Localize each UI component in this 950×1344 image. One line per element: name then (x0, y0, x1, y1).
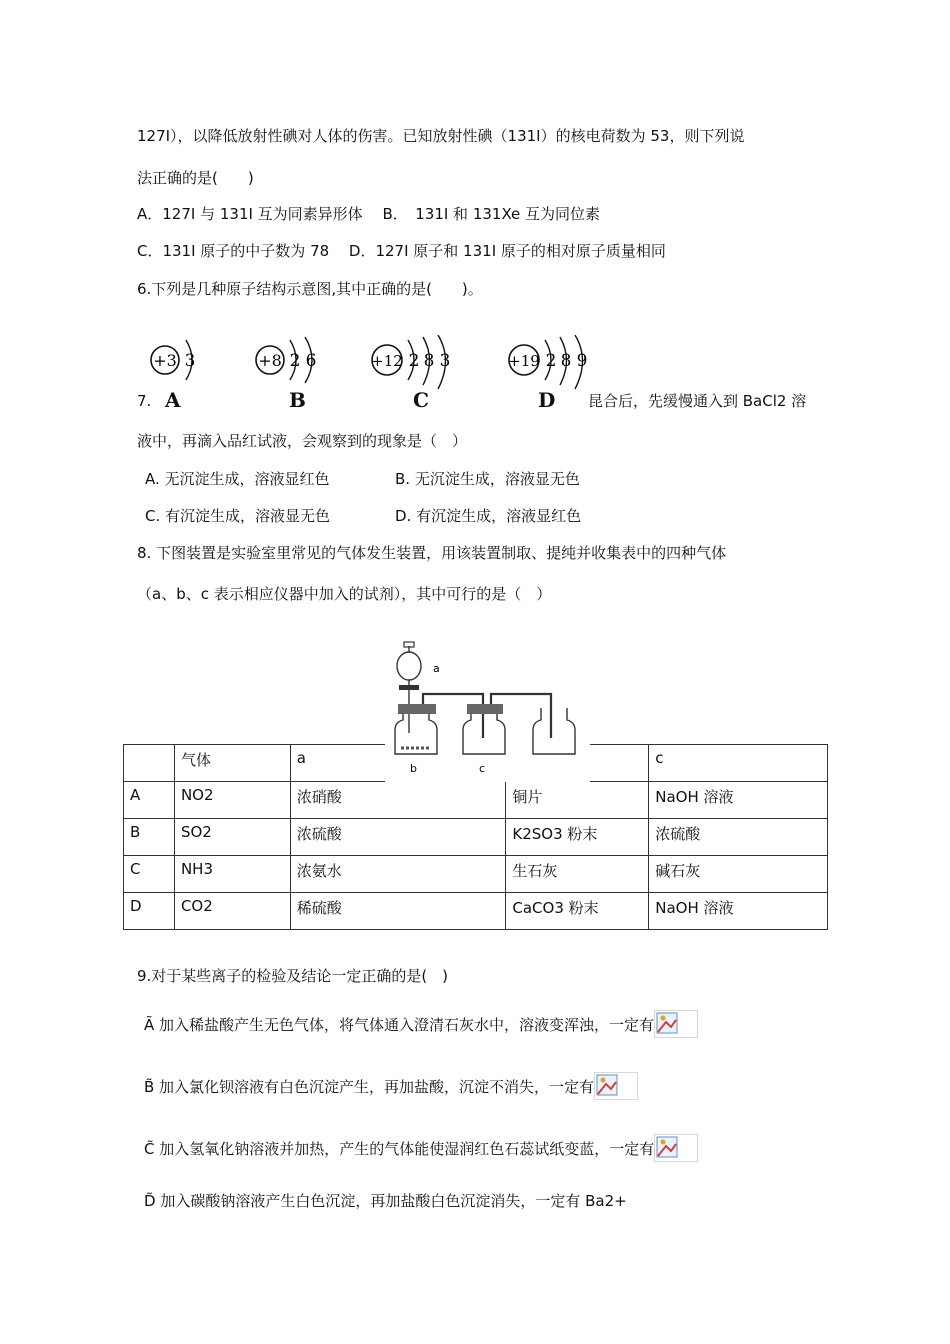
table-cell: 碱石灰 (649, 856, 828, 893)
atom-d-shell-2: 8 (560, 351, 572, 371)
table-cell: 气体 (174, 745, 290, 782)
q9-option-a-text: Ã 加入稀盐酸产生无色气体，将气体通入澄清石灰水中，溶液变浑浊，一定有 (144, 1016, 655, 1034)
table-row (124, 893, 828, 930)
table-cell: c (649, 745, 828, 782)
q7-line2: 液中，再滴入品红试液，会观察到的现象是（ ） (137, 432, 468, 450)
table-cell: NaOH 溶液 (649, 782, 828, 819)
apparatus-label-a: a (433, 662, 440, 675)
apparatus-label-c: c (479, 762, 486, 775)
broken-image-icon (594, 1072, 638, 1100)
q7-option-a: A. 无沉淀生成，溶液显红色 (145, 470, 330, 488)
q7-option-d: D. 有沉淀生成，溶液显红色 (395, 507, 582, 525)
q6-stem: 6.下列是几种原子结构示意图,其中正确的是( )。 (137, 280, 483, 298)
table-cell: A (124, 782, 175, 819)
q9-option-d: D̃ 加入碳酸钠溶液产生白色沉淀，再加盐酸白色沉淀消失，一定有 Ba2+ (144, 1192, 627, 1210)
table-cell: B (124, 819, 175, 856)
atom-label-d: D (538, 388, 556, 412)
table-cell: 稀硫酸 (290, 893, 506, 930)
atom-d-nucleus: +19 (508, 352, 540, 370)
atom-diagram-c (368, 335, 458, 391)
table-cell: NH3 (174, 856, 290, 893)
apparatus-label-b: b (410, 762, 417, 775)
atom-a-nucleus: +3 (153, 351, 177, 370)
q8-line2: （a、b、c 表示相应仪器中加入的试剂），其中可行的是（ ） (137, 585, 552, 603)
q9-option-c-text: C̃ 加入氢氧化钠溶液并加热，产生的气体能使湿润红色石蕊试纸变蓝，一定有 (144, 1140, 655, 1158)
q9-option-c (144, 1134, 698, 1162)
table-row (124, 782, 828, 819)
atom-d-shell-3: 9 (576, 351, 588, 371)
table-cell: a (290, 745, 506, 782)
table-row (124, 819, 828, 856)
atom-c-shell-3: 3 (439, 351, 451, 371)
table-cell: CaCO3 粉末 (506, 893, 649, 930)
table-cell: 生石灰 (506, 856, 649, 893)
table-cell: 浓氨水 (290, 856, 506, 893)
atom-label-b: B (289, 388, 306, 412)
table-cell: NO2 (174, 782, 290, 819)
q7-option-c: C. 有沉淀生成，溶液显无色 (145, 507, 331, 525)
broken-image-icon (654, 1010, 698, 1038)
q5-line2: 法正确的是( ) (137, 169, 254, 187)
atom-diagram-b (253, 335, 333, 385)
table-cell (124, 745, 175, 782)
atom-c-shell-2: 8 (423, 351, 435, 371)
table-cell: 浓硝酸 (290, 782, 506, 819)
q5-option-ab: A．127I 与 131I 互为同素异形体 B． 131I 和 131Xe 互为同位素 (137, 205, 601, 223)
q9-option-b-text: B̃ 加入氯化钡溶液有白色沉淀产生，再加盐酸，沉淀不消失，一定有 (144, 1078, 595, 1096)
q8-line1: 8. 下图装置是实验室里常见的气体发生装置，用该装置制取、提纯并收集表中的四种气体 (137, 544, 727, 562)
q7-stem-tail: 昆合后，先缓慢通入到 BaCl2 溶 (588, 392, 807, 410)
q5-line1: 127I），以降低放射性碘对人体的伤害。已知放射性碘（131I）的核电荷数为 53，则下列说 (137, 127, 745, 145)
q5-option-cd: C．131I 原子的中子数为 78 D．127I 原子和 131I 原子的相对原子质量相同 (137, 242, 666, 260)
table-cell: CO2 (174, 893, 290, 930)
atom-d-shell-1: 2 (545, 351, 557, 371)
table-cell: D (124, 893, 175, 930)
broken-image-icon (654, 1134, 698, 1162)
atom-diagram-d (505, 335, 595, 391)
atom-label-c: C (413, 388, 429, 412)
atom-c-nucleus: +12 (371, 352, 403, 370)
q9-option-a (144, 1010, 698, 1038)
atom-label-a: A (165, 388, 181, 412)
q9-option-b (144, 1072, 638, 1100)
gas-apparatus-diagram (385, 638, 590, 782)
atom-b-nucleus: +8 (258, 351, 282, 370)
atom-b-shell-2: 6 (305, 351, 317, 371)
q9-stem: 9.对于某些离子的检验及结论一定正确的是( ) (137, 967, 449, 985)
table-cell: C (124, 856, 175, 893)
table-cell: 铜片 (506, 782, 649, 819)
q7-option-b: B. 无沉淀生成，溶液显无色 (395, 470, 580, 488)
table-cell: SO2 (174, 819, 290, 856)
atom-diagram-a (148, 335, 208, 385)
atom-b-shell-1: 2 (289, 351, 301, 371)
table-row (124, 856, 828, 893)
table-cell: 浓硫酸 (290, 819, 506, 856)
table-cell: K2SO3 粉末 (506, 819, 649, 856)
atom-a-shell-1: 3 (184, 351, 196, 371)
table-cell: 浓硫酸 (649, 819, 828, 856)
q7-number: 7. (137, 392, 152, 410)
table-cell: NaOH 溶液 (649, 893, 828, 930)
atom-c-shell-1: 2 (408, 351, 420, 371)
